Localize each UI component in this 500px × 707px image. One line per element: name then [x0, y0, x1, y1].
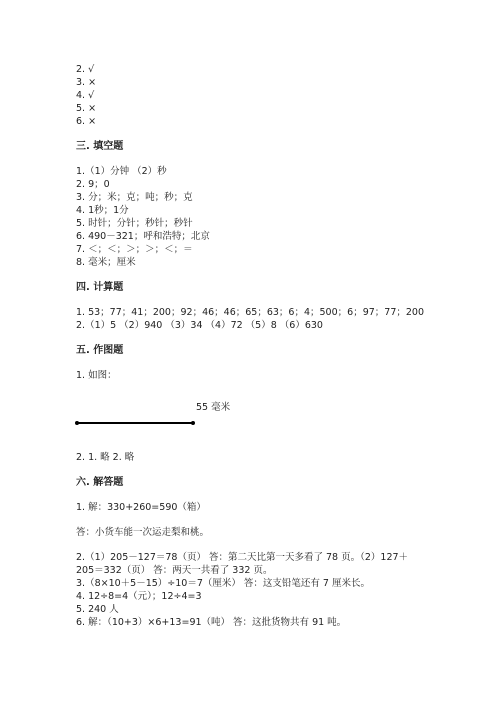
drawing-answer-2: 2. 1. 略 2. 略 — [76, 452, 135, 463]
line-segment — [77, 422, 193, 424]
fill-answer-6: 6. 490－321；呼和浩特；北京 — [76, 231, 210, 242]
fill-answer-2: 2. 9；0 — [76, 179, 110, 190]
problem-2-line-1: 2.（1）205－127＝78（页） 答：第二天比第一天多看了 78 页。（2）127＋ — [76, 552, 409, 563]
judge-answer-6: 6. × — [76, 116, 97, 127]
section-word-problems-title: 六. 解答题 — [76, 477, 124, 488]
section-drawing-title: 五. 作图题 — [76, 345, 124, 356]
problem-5: 5. 240 人 — [76, 604, 119, 615]
segment-endpoint-right — [191, 421, 195, 425]
segment-endpoint-left — [75, 421, 79, 425]
fill-answer-3: 3. 分；米；克；吨；秒；克 — [76, 192, 193, 203]
section-fill-blank-title: 三. 填空题 — [76, 141, 124, 152]
problem-4: 4. 12÷8=4（元）；12÷4=3 — [76, 591, 202, 602]
judge-answer-5: 5. × — [76, 103, 97, 114]
problem-6: 6. 解：（10+3）×6+13=91（吨） 答：这批货物共有 91 吨。 — [76, 617, 347, 628]
problem-1-answer: 答：小货车能一次运走梨和桃。 — [76, 527, 210, 538]
judge-answer-3: 3. × — [76, 77, 97, 88]
problem-2-line-2: 205＝332（页） 答：两天一共看了 332 页。 — [76, 565, 273, 576]
fill-answer-1: 1.（1）分钟 （2）秒 — [76, 166, 167, 177]
fill-answer-4: 4. 1秒；1分 — [76, 205, 129, 216]
fill-answer-7: 7. ＜；＜；＞；＞；＜；＝ — [76, 244, 193, 255]
calc-answer-1: 1. 53；77；41；200；92；46；46；65；63；6；4；500；6；97；77；200 — [76, 307, 424, 318]
judge-answer-2: 2. √ — [76, 64, 95, 75]
calc-answer-2: 2.（1）5 （2）940 （3）34 （4）72 （5）8 （6）630 — [76, 320, 323, 331]
problem-1-solution: 1. 解：330+260=590（箱） — [76, 502, 206, 513]
judge-answer-4: 4. √ — [76, 90, 95, 101]
drawing-answer-1: 1. 如图： — [76, 370, 117, 381]
fill-answer-8: 8. 毫米；厘米 — [76, 257, 136, 268]
segment-length-label: 55 毫米 — [196, 402, 231, 413]
problem-3: 3.（8×10＋5－15）÷10＝7（厘米） 答：这支铅笔还有 7 厘米长。 — [76, 578, 370, 589]
section-calculation-title: 四. 计算题 — [76, 282, 124, 293]
fill-answer-5: 5. 时针；分针；秒针；秒针 — [76, 218, 193, 229]
